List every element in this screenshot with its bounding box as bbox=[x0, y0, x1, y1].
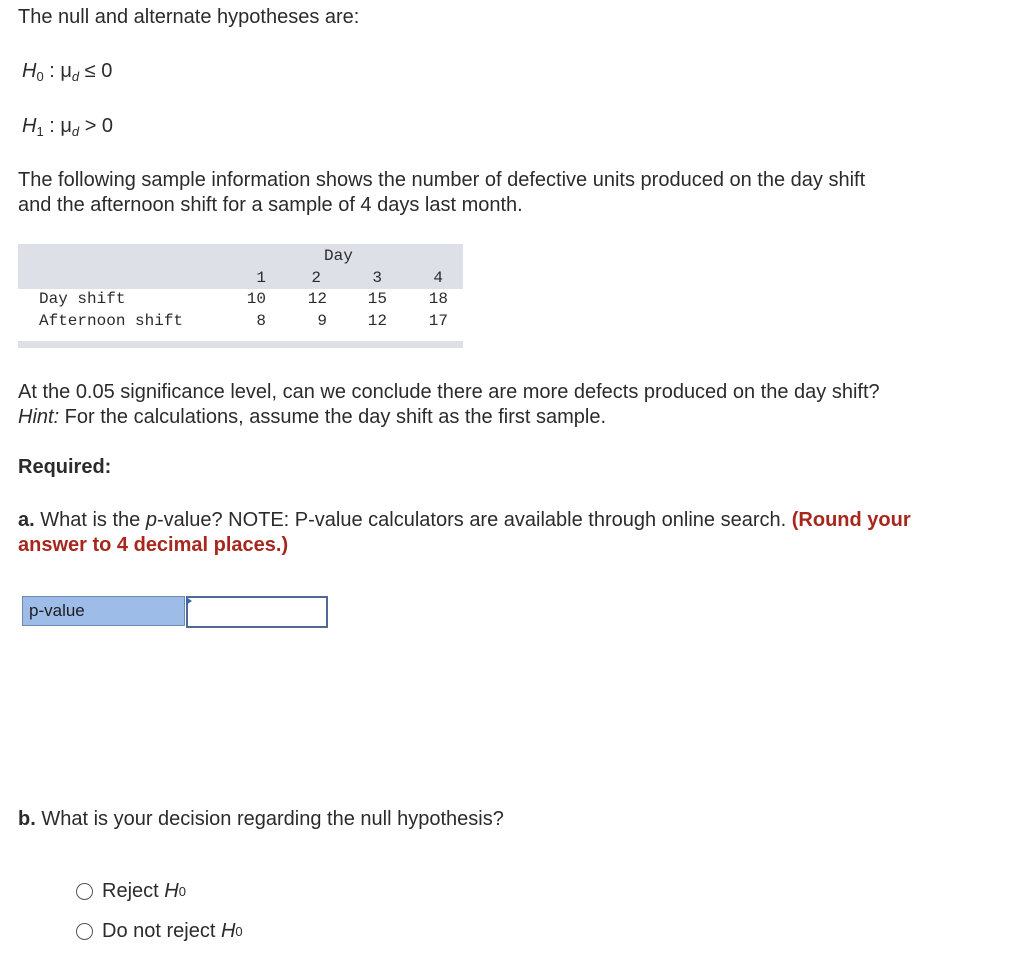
intro-text: The null and alternate hypotheses are: bbox=[18, 6, 360, 28]
defects-table bbox=[18, 244, 463, 330]
alternate-hypothesis bbox=[22, 115, 113, 138]
col-header-4: 4 bbox=[433, 269, 443, 287]
table-cell: 9 bbox=[317, 312, 327, 330]
h1-subscript: 1 bbox=[36, 124, 44, 139]
round-instruction: (Round your bbox=[791, 509, 911, 531]
question-line: At the 0.05 significance level, can we conclude there are more defects produced on the day shift? bbox=[18, 381, 880, 403]
table-cell: 12 bbox=[307, 290, 327, 308]
p-value-input[interactable] bbox=[186, 596, 328, 628]
table-cell: 12 bbox=[367, 312, 387, 330]
h1-relation: : $\mu_d$ bbox=[49, 115, 80, 139]
h0-rhs: ≤ 0 bbox=[84, 60, 113, 82]
table-cell: 18 bbox=[428, 290, 448, 308]
p-value-label: p-value bbox=[22, 596, 185, 626]
required-heading: Required: bbox=[18, 456, 112, 478]
h1-rhs: > 0 bbox=[84, 115, 114, 137]
col-header-2: 2 bbox=[311, 269, 321, 287]
round-instruction-cont: answer to 4 decimal places.) bbox=[18, 534, 289, 556]
hint-line: Hint: For the calculations, assume the day shift as the first sample. bbox=[18, 406, 607, 428]
radio-button[interactable] bbox=[76, 883, 93, 900]
option-reject-h0[interactable]: Reject H 0 bbox=[76, 880, 186, 903]
part-a-question: a. What is the p-value? NOTE: P-value calculators are available through online search. (Round your answer to 4 decimal places.) bbox=[18, 509, 911, 556]
col-header-1: 1 bbox=[256, 269, 266, 287]
table-cell: 8 bbox=[256, 312, 266, 330]
part-b-letter: b. bbox=[18, 808, 36, 830]
sample-line-1: The following sample information shows the number of defective units produced on the day shift bbox=[18, 169, 866, 191]
table-cell: 15 bbox=[367, 290, 387, 308]
sample-line-2: and the afternoon shift for a sample of 4 days last month. bbox=[18, 194, 523, 216]
input-marker-icon bbox=[186, 597, 192, 605]
row-label-day-shift: Day shift bbox=[39, 290, 126, 308]
h0-subscript: 0 bbox=[36, 69, 44, 84]
radio-button[interactable] bbox=[76, 923, 93, 940]
table-footer-bar bbox=[18, 341, 463, 348]
part-b-question: b. What is your decision regarding the null hypothesis? bbox=[18, 808, 504, 830]
row-label-afternoon-shift: Afternoon shift bbox=[39, 312, 184, 330]
table-cell: 10 bbox=[246, 290, 266, 308]
question-text bbox=[18, 380, 880, 430]
h0-symbol: H bbox=[22, 60, 37, 82]
h1-symbol: H bbox=[22, 115, 37, 137]
group-header-day: Day bbox=[324, 247, 353, 265]
table-header-band bbox=[18, 244, 463, 289]
sample-description bbox=[18, 168, 865, 218]
part-a-letter: a. bbox=[18, 509, 35, 531]
col-header-3: 3 bbox=[372, 269, 382, 287]
h0-relation: : $\mu_d$ bbox=[49, 60, 80, 84]
table-cell: 17 bbox=[428, 312, 448, 330]
null-hypothesis bbox=[22, 60, 112, 83]
option-do-not-reject-h0[interactable]: Do not reject H 0 bbox=[76, 920, 243, 943]
